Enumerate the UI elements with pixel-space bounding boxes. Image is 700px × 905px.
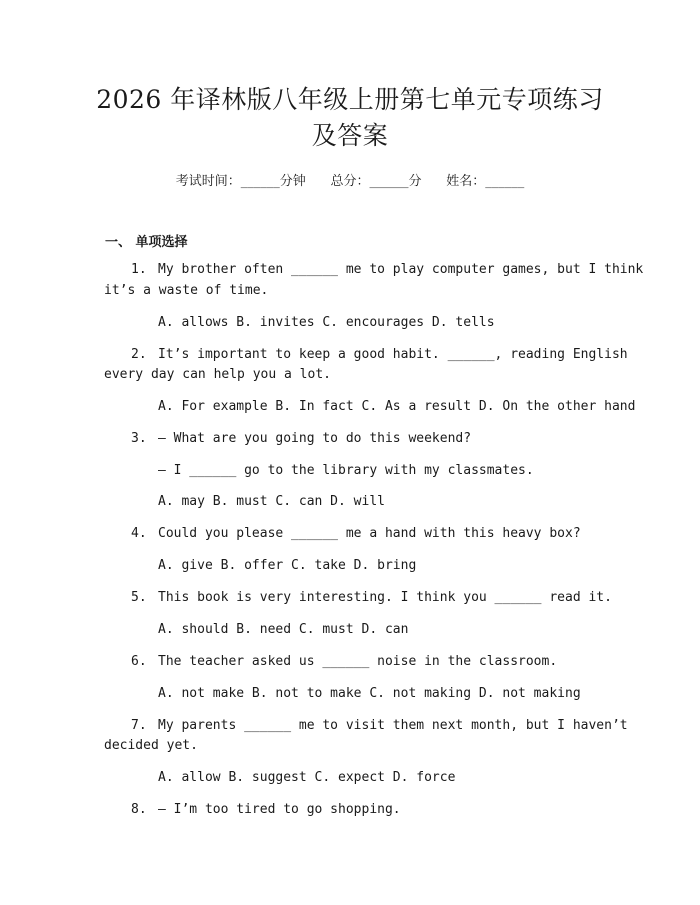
question-stem: Could you please ______ me a hand with this heavy box? [158,526,581,541]
question-number: 7. [131,718,147,733]
question-number: 5. [131,590,147,605]
question-options: A. give B. offer C. take D. bring [158,558,417,573]
question-options: A. allow B. suggest C. expect D. force [158,770,456,785]
exam-info-line: 考试时间：______分钟 总分：______分 姓名：______ [175,174,525,189]
document-title-line-2: 及答案 [311,121,389,150]
question-number: 8. [131,802,147,817]
document-title-line-1: 2026 年译林版八年级上册第七单元专项练习 [96,85,604,114]
question-stem: My parents ______ me to visit them next month, but I haven’t [158,718,628,733]
question-number: 4. [131,526,147,541]
question-stem: It’s important to keep a good habit. ______, reading English [158,347,628,362]
question-options: A. For example B. In fact C. As a result D. On the other hand [158,399,636,414]
question-number: 2. [131,347,147,362]
question-number: 6. [131,654,147,669]
question-options: A. allows B. invites C. encourages D. tells [158,315,495,330]
question-options: A. not make B. not to make C. not making D. not making [158,686,581,701]
question-number: 3. [131,431,147,446]
question-options: A. should B. need C. must D. can [158,622,409,637]
question-dialogue-reply: — I ______ go to the library with my classmates. [158,463,534,478]
question-stem-continued: decided yet. [104,738,198,753]
question-options: A. may B. must C. can D. will [158,494,385,509]
question-number: 1. [131,262,147,277]
question-stem-continued: every day can help you a lot. [104,367,331,382]
question-stem: My brother often ______ me to play computer games, but I think [158,262,644,277]
question-stem: — What are you going to do this weekend? [158,431,472,446]
question-stem-continued: it’s a waste of time. [104,283,269,298]
section-heading: 一、 单项选择 [105,235,188,250]
question-stem: — I’m too tired to go shopping. [158,802,401,817]
question-stem: The teacher asked us ______ noise in the classroom. [158,654,558,669]
question-stem: This book is very interesting. I think you ______ read it. [158,590,612,605]
